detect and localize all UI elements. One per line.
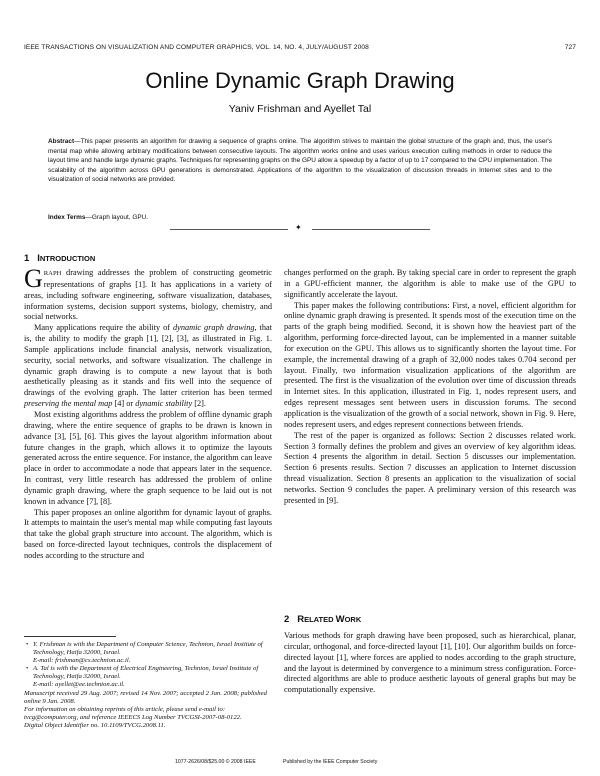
- footnote-bullet: •: [26, 641, 29, 648]
- p2-emph-mental-map: preserving the mental map: [24, 399, 113, 409]
- intro-paragraph-4: This paper proposes an online algorithm for dynamic layout of graphs. It attempts to maintain the user's mental map while computing fast layouts that take the global graph structure into account. The algorithm, which is based on force-directed layout techniques, controls the displacement of nodes according to the structure and: [24, 507, 272, 560]
- footnote-2-email: E-mail: ayellet@ee.technion.ac.il.: [33, 681, 125, 689]
- section-2-title-rest: ORK: [344, 615, 362, 624]
- footnote-1-email: E-mail: frishman@cs.technion.ac.il.: [33, 657, 131, 665]
- index-terms-label: Index Terms: [48, 214, 86, 221]
- intro-paragraph-6: This paper makes the following contributions: First, a novel, efficient algorithm for online dynamic graph drawing is presented. It spends most of the execution time on the parts of the graph being modified. Second, it is shown how the heaviest part of the algorithm, performing force-directed layout, can be implemented in a manner suitable for execution on the GPU. This allows us to significantly shorten the layout time. For example, the incremental drawing of a graph of 32,000 nodes takes 0.704 second per layout. Finally, two information visualization applications of the algorithm are presented. The first is the visualization of the evolution over time of discussion threads in Internet sites. In this application, illustrated in Fig. 1, nodes represent users, and edges represent messages sent between users in discussion forums. The second application is the visualization of the growth of a social network, shown in Fig. 9. Here, nodes represent users, and edges represent connections between friends.: [284, 300, 576, 429]
- divider-ornament: ✦: [295, 223, 302, 232]
- section-2-heading: [284, 614, 361, 625]
- footnote-1-text: Y. Frishman is with the Department of Computer Science, Technion, Israel Institute of Technology, Haifa 32000, Israel.: [33, 641, 263, 657]
- abstract: [48, 137, 552, 185]
- reprint-info: For information on obtaining reprints of this article, please send e-mail to: tvcg@computer.org, and reference IEEECS Log Number TVCGSI-2007-08-0122.: [24, 706, 242, 722]
- p2-text-e: [4] or: [112, 399, 136, 409]
- p2-emph-stability: dynamic stability: [135, 399, 193, 409]
- publication-notes: [24, 690, 272, 730]
- right-column: [284, 268, 576, 507]
- footnotes: [26, 641, 272, 689]
- section-2-number: 2: [284, 614, 290, 625]
- intro-paragraph-3: Most existing algorithms address the problem of offline dynamic graph drawing, where the entire sequence of graphs to be drawn is known in advance [3], [5], [6]. This gives the layout algorithm information about future changes in the graph, which allows it to optimize the layouts generated across the entire sequence. For instance, the algorithm can leave place in order to accommodate a node that appears later in the sequence. In contrast, very little research has addressed the problem of online dynamic graph drawing, where the graph sequence to be laid out is not known in advance [7], [8].: [24, 409, 272, 506]
- left-column: [24, 264, 272, 562]
- author-list: Yaniv Frishman and Ayellet Tal: [228, 103, 372, 115]
- divider-left: [170, 229, 288, 230]
- section-2-title-part: ELATED: [304, 615, 336, 624]
- p2-text-g: [2].: [192, 399, 206, 409]
- p2-emph-dynamic: dynamic graph drawing: [172, 323, 255, 333]
- p2-text-a: Many applications require the ability of: [34, 323, 173, 333]
- section-1-title-rest: NTRODUCTION: [39, 254, 96, 263]
- section-1-number: 1: [24, 253, 30, 264]
- intro-paragraph-5: changes performed on the graph. By taking special care in order to represent the graph in a GPU-efficient manner, the algorithm is able to make use of the GPU to significantly accelerate the layout.: [284, 268, 576, 299]
- footnote-author-2: [26, 665, 272, 689]
- section-1-title-initial: I: [37, 253, 40, 264]
- copyright-line: 1077-2626/08/$25.00 © 2008 IEEE: [175, 759, 256, 765]
- section-1-heading: [24, 253, 95, 264]
- abstract-text: —This paper presents an algorithm for drawing a sequence of graphs online. The algorithm strives to maintain the global structure of the graph and, thus, the user's mental map while allowing arbitrary modifications between consecutive layouts. The algorithm works online and uses various execution culling methods in order to reduce the layout time and handle large dynamic graphs. Techniques for representing graphs on the GPU allow a speedup by a factor of up to 17 compared to the CPU implementation. The scalability of the algorithm across GPU generations is demonstrated. Applications of the algorithm to the visualization of discussion threads in Internet sites and to the visualization of social networks are provided.: [48, 138, 552, 184]
- section-2-title-initial: R: [297, 614, 305, 625]
- intro-paragraph-2: [24, 323, 272, 410]
- divider-right: [312, 229, 430, 230]
- footnote-rule: [24, 636, 116, 637]
- abstract-label: Abstract: [48, 138, 75, 145]
- section-2-title-initial-2: W: [335, 614, 345, 625]
- doi: Digital Object Identifier no. 10.1109/TVCG.2008.11.: [24, 722, 166, 730]
- paper-title: Online Dynamic Graph Drawing: [145, 68, 455, 93]
- intro-p1-text: drawing addresses the problem of constructing geometric representations of graphs [1]. It has applications in a variety of areas, including software engineering, software visualization, databases, information systems, decision support systems, biology, chemistry, and social networks.: [24, 268, 272, 322]
- page-number: 727: [564, 44, 576, 51]
- intro-paragraph-1: [24, 264, 272, 323]
- footnote-2-text: A. Tal is with the Department of Electrical Engineering, Technion, Israel Institute of Technology, Haifa 32000, Israel.: [33, 665, 259, 681]
- index-terms-text: —Graph layout, GPU.: [85, 214, 149, 221]
- manuscript-dates: Manuscript received 29 Aug. 2007; revised 14 Nov. 2007; accepted 2 Jan. 2008; published online 9 Jan. 2008.: [24, 690, 267, 706]
- index-terms: [48, 214, 552, 221]
- intro-paragraph-7: The rest of the paper is organized as follows: Section 2 discusses related work. Section 3 formally defines the problem and gives an overview of key algorithm ideas. Section 4 presents the algorithm in detail. Section 5 discusses our implementation. Section 6 presents results. Section 7 discusses an application to Internet discussion thread visualization. Section 8 presents an application to the visualization of social networks. Section 9 concludes the paper. A preliminary version of this research was presented in [9].: [284, 430, 576, 505]
- journal-name: IEEE TRANSACTIONS ON VISUALIZATION AND COMPUTER GRAPHICS, VOL. 14, NO. 4, JULY/AUGUST 2008: [24, 44, 369, 51]
- running-header: [24, 44, 576, 51]
- footnote-bullet: •: [26, 665, 29, 673]
- p2-text-c: , that is, the ability to modify the graph [1], [2], [3], as illustrated in Fig. 1. Sample applications include financial analysis, network visualization, security, social networks, and software visualization. The challenge in dynamic graph drawing is to compute a new layout that is both aesthetically pleasing as it stands and fits well into the sequence of drawings of the evolving graph. The latter criterion has been termed: [24, 323, 272, 398]
- footnote-author-1: [26, 641, 272, 665]
- related-work-body: [284, 631, 576, 696]
- drop-cap: G: [24, 264, 43, 293]
- intro-smallcaps: RAPH: [43, 270, 62, 277]
- publisher-line: Published by the IEEE Computer Society: [283, 759, 378, 765]
- related-work-paragraph-1: Various methods for graph drawing have been proposed, such as hierarchical, planar, circular, orthogonal, and force-directed layout [1], [10]. Our algorithm builds on force-directed layout [1], where forces are applied to nodes according to the graph structure, and the layout is determined by convergence to a minimum stress configuration. Force-directed algorithms are able to produce aesthetic layouts of general graphs but may be computationally expensive.: [284, 631, 576, 695]
